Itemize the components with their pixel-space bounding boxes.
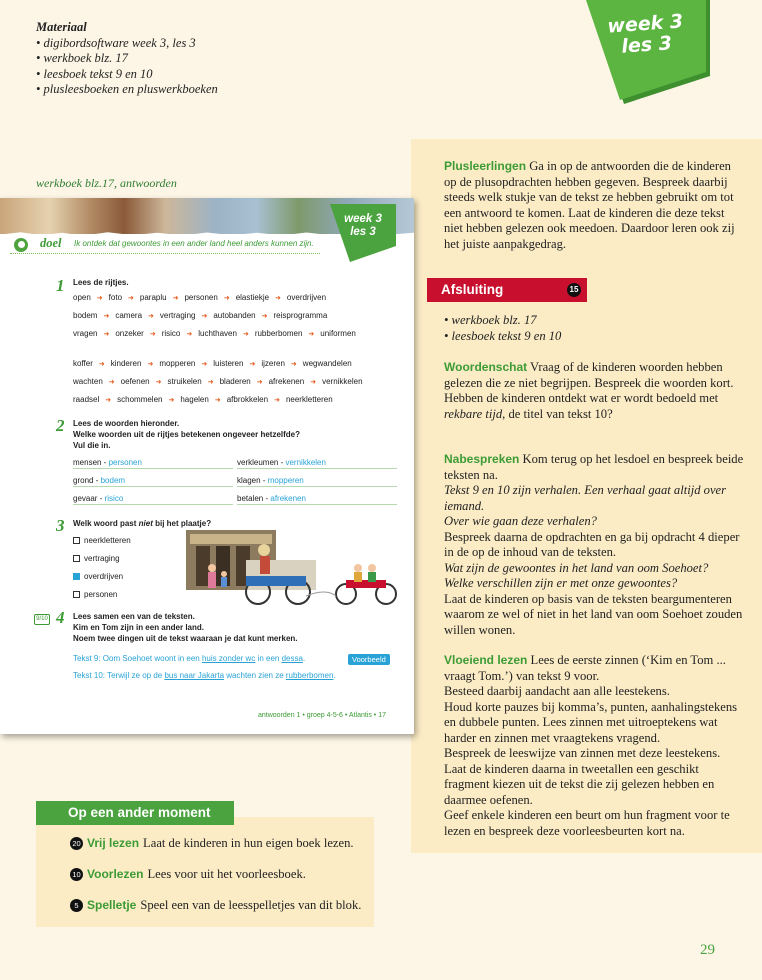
row-word: schommelen — [117, 395, 163, 404]
arrow-icon: ➜ — [148, 313, 154, 320]
checkbox[interactable] — [73, 537, 80, 544]
nabespreken-question: Welke verschillen zijn er met onze gewoontes? — [444, 576, 678, 590]
answer-text: wachten zien ze — [224, 671, 286, 680]
woordenschat-text: Hebben de kinderen ontdekt wat er wordt bedoeld met — [444, 391, 719, 405]
row-word: paraplu — [139, 293, 167, 302]
question-number: 4 — [56, 608, 65, 627]
moment-lead: Spelletje — [87, 898, 137, 912]
row-word: luchthaven — [198, 329, 237, 338]
nabespreken-text: Bespreek daarna de opdrachten en ga bij opdracht 4 dieper in de op de inhoud van de teksten. — [444, 529, 740, 559]
row-word: kinderen — [110, 359, 142, 368]
option-item[interactable] — [73, 554, 120, 563]
materials-item: • plusleesboeken en pluswerkboeken — [36, 82, 218, 96]
workbook-page — [0, 198, 414, 734]
arrow-icon: ➜ — [256, 379, 263, 386]
text-icon: 9/10 — [34, 614, 50, 625]
woordenschat-term: rekbare tijd — [444, 406, 503, 421]
afsluiting-header — [427, 278, 587, 302]
answer-pair — [73, 476, 233, 487]
materials-list — [36, 20, 376, 98]
row-word: vernikkelen — [322, 377, 363, 386]
vloeiend-lead: Vloeiend lezen — [444, 653, 528, 667]
moment-lead: Voorlezen — [87, 867, 144, 881]
pair-answer: risico — [104, 494, 124, 503]
question-instruction — [73, 418, 300, 451]
woordenschat-lead: Woordenschat — [444, 360, 528, 374]
vloeiend-text: Bespreek de leeswijze van zinnen met deze leestekens. — [444, 746, 721, 760]
nabespreken-lead: Nabespreken — [444, 452, 520, 466]
word-row — [73, 329, 356, 338]
minutes-badge: 10 — [70, 868, 83, 881]
workbook-badge-week: week 3 — [344, 213, 382, 225]
arrow-icon: ➜ — [275, 295, 281, 302]
question-number: 2 — [56, 416, 65, 435]
minutes-badge: 5 — [70, 899, 83, 912]
moment-item — [70, 867, 306, 882]
arrow-icon: ➜ — [249, 361, 256, 368]
pair-answer: vernikkelen — [285, 458, 326, 467]
goal-label: doel — [40, 236, 62, 250]
pair-word: klagen - — [237, 476, 266, 485]
woordenschat-text: Vraag of de kinderen woorden hebben gelezen die ze niet begrijpen. Bespreek die woorden kort. — [444, 360, 734, 390]
arrow-icon: ➜ — [186, 331, 193, 338]
instruction-line: Lees samen een van de teksten. — [73, 612, 195, 621]
answer-text: Tekst 10: Terwijl ze op de — [73, 671, 165, 680]
arrow-icon: ➜ — [168, 397, 175, 404]
answer-text: Tekst 9: Oom Soehoet woont in een — [73, 654, 202, 663]
row-word: bladeren — [219, 377, 251, 386]
arrow-icon: ➜ — [128, 295, 134, 302]
row-word: koffer — [73, 359, 93, 368]
pair-answer: personen — [108, 458, 142, 467]
answer-pair — [237, 494, 397, 505]
answer-text: in een — [255, 654, 282, 663]
instruction-part: Welk woord past — [73, 519, 139, 528]
afsluiting-title: Afsluiting — [441, 282, 504, 297]
pair-word: betalen - — [237, 494, 269, 503]
row-word: wachten — [73, 377, 103, 386]
row-word: camera — [115, 311, 143, 320]
row-word: open — [73, 293, 91, 302]
row-word: vragen — [73, 329, 98, 338]
pair-word: mensen - — [73, 458, 107, 467]
arrow-icon: ➜ — [201, 313, 208, 320]
moment-text: Speel een van de leesspelletjes van dit blok. — [140, 898, 362, 912]
arrow-icon: ➜ — [242, 331, 249, 338]
answer-pair — [73, 494, 233, 505]
row-word: personen — [184, 293, 218, 302]
answer-text: . — [333, 671, 336, 680]
nabespreken-question: Wat zijn de gewoontes in het land van oom Soehoet? — [444, 560, 709, 575]
arrow-icon: ➜ — [103, 331, 110, 338]
arrow-icon: ➜ — [172, 295, 179, 302]
answer-text: . — [302, 654, 306, 663]
pair-answer: mopperen — [267, 476, 304, 485]
arrow-icon: ➜ — [310, 379, 317, 386]
row-word: wegwandelen — [302, 359, 352, 368]
instruction-line: Welke woorden uit de rijtjes betekenen ongeveer hetzelfde? — [73, 430, 301, 439]
arrow-icon: ➜ — [308, 331, 315, 338]
row-word: ijzeren — [261, 359, 285, 368]
woordenschat-text: , de titel van tekst 10? — [502, 406, 613, 421]
nabespreken-question: Over wie gaan deze verhalen? — [444, 514, 597, 528]
pair-answer: bodem — [100, 476, 126, 485]
plusleerlingen-text: Ga in op de antwoorden die de kinderen op de plusopdrachten hebben gegeven. Bespreek daarbij steeds welk stukje van de tekst ze hebben gebruikt om tot een antwoord te komen. Laat de kinderen die deze tekst niet hebben gelezen ook meedoen. Daardoor leren ook zij het juiste aanpakgedrag. — [444, 159, 735, 251]
minutes-badge: 20 — [70, 837, 83, 850]
arrow-icon: ➜ — [201, 361, 208, 368]
arrow-icon: ➜ — [103, 313, 110, 320]
afsluiting-bullet: • werkboek blz. 17 — [444, 313, 537, 327]
pair-word: grond - — [73, 476, 99, 485]
option-item[interactable] — [73, 536, 131, 545]
street-scene-illustration — [186, 530, 400, 606]
word-row — [73, 293, 326, 302]
example-tag: Voorbeeld — [348, 654, 390, 665]
arrow-icon: ➜ — [98, 361, 105, 368]
nabespreken-section — [444, 452, 744, 638]
nabespreken-question: Tekst 9 en 10 zijn verhalen. Een verhaal gaat altijd over iemand. — [444, 483, 727, 513]
badge-week: week 3 — [606, 10, 684, 38]
arrow-icon: ➜ — [147, 361, 154, 368]
row-word: uniformen — [320, 329, 356, 338]
workbook-caption: werkboek blz.17, antwoorden — [36, 176, 177, 190]
arrow-icon: ➜ — [207, 379, 214, 386]
option-label: neerkletteren — [84, 536, 131, 545]
option-label: personen — [84, 590, 118, 599]
pair-word: gevaar - — [73, 494, 103, 503]
row-word: afbrokkelen — [226, 395, 269, 404]
vloeiend-text: Laat de kinderen daarna in tweetallen een geschikt fragment kiezen uit de tekst die zij gelezen hebben en daarmee oefenen. — [444, 761, 715, 807]
checkbox-checked[interactable] — [73, 573, 80, 580]
row-word: foto — [108, 293, 123, 302]
nabespreken-text: Kom terug op het lesdoel en bespreek beide teksten na. — [444, 452, 744, 482]
row-word: raadsel — [73, 395, 100, 404]
other-moment-header: Op een ander moment — [36, 801, 234, 825]
woordenschat-section — [444, 360, 744, 422]
option-label: vertraging — [84, 554, 120, 563]
vloeiend-text: Lees de eerste zinnen (‘Kim en Tom ... vraagt Tom.’) van tekst 9 voor. — [444, 653, 726, 683]
moment-text: Laat de kinderen in hun eigen boek lezen. — [143, 836, 354, 850]
workbook-week-badge — [330, 204, 398, 262]
answer-pair — [237, 458, 397, 469]
workbook-footer: antwoorden 1 • groep 4-5-6 • Atlantis • 17 — [258, 712, 386, 719]
plusleerlingen-lead: Plusleerlingen — [444, 159, 527, 173]
arrow-icon: ➜ — [96, 295, 103, 302]
answer-underlined: rubberbomen — [285, 671, 334, 680]
badge-lesson: les 3 — [620, 32, 673, 58]
option-item[interactable] — [73, 590, 117, 599]
arrow-icon: ➜ — [214, 397, 221, 404]
week-lesson-badge — [584, 0, 712, 104]
answer-underlined: dessa — [281, 654, 303, 663]
answer-pair — [237, 476, 397, 487]
row-word: oefenen — [120, 377, 150, 386]
row-word: risico — [161, 329, 181, 338]
row-word: overdrijven — [286, 293, 327, 302]
answer-underlined: bus naar Jakarta — [164, 671, 225, 680]
other-moment-box — [36, 817, 374, 927]
row-word: struikelen — [167, 377, 202, 386]
row-word: neerkletteren — [285, 395, 333, 404]
row-word: elastiekje — [235, 293, 270, 302]
option-label: overdrijven — [84, 572, 124, 581]
row-word: luisteren — [213, 359, 244, 368]
row-word: onzeker — [115, 329, 144, 338]
page-number: 29 — [700, 942, 715, 958]
word-row — [73, 359, 352, 368]
arrow-icon: ➜ — [290, 361, 297, 368]
goal-icon — [14, 238, 28, 252]
arrow-icon: ➜ — [274, 397, 280, 404]
vloeiend-text: Besteed daarbij aandacht aan alle leestekens. — [444, 684, 670, 698]
row-word: hagelen — [180, 395, 209, 404]
vloeiend-text: Houd korte pauzes bij komma’s, punten, aanhalingstekens en dubbele punten. Lees zinnen met uitroeptekens wat harder en zinnen met vraagtekens vragend. — [444, 699, 738, 745]
instruction-part: bij het plaatje? — [152, 519, 212, 528]
pair-answer: afrekenen — [270, 494, 306, 503]
word-row — [73, 311, 327, 320]
moment-item — [70, 836, 354, 851]
workbook-badge-lesson: les 3 — [350, 225, 376, 238]
pair-word: verkleumen - — [237, 458, 284, 467]
arrow-icon: ➜ — [105, 397, 112, 404]
instruction-line: Noem twee dingen uit de tekst waaraan je dat kunt merken. — [73, 634, 298, 643]
vloeiend-text: Geef enkele kinderen een beurt om hun fragment voor te lezen en bespreek deze voorleesbeurten kort na. — [444, 808, 730, 838]
afsluiting-bullet: • leesboek tekst 9 en 10 — [444, 328, 562, 343]
moment-text: Lees voor uit het voorleesboek. — [147, 867, 306, 881]
plusleerlingen-section — [444, 159, 744, 252]
answer-line — [73, 671, 336, 680]
afsluiting-materials — [444, 313, 744, 344]
instruction-line: Lees de woorden hieronder. — [73, 419, 180, 428]
row-word: autobanden — [213, 311, 256, 320]
row-word: reisprogramma — [273, 311, 328, 320]
arrow-icon: ➜ — [155, 379, 162, 386]
checkbox[interactable] — [73, 555, 80, 562]
instruction-line: Vul die in. — [73, 441, 111, 450]
materials-title: Materiaal — [36, 20, 87, 34]
question-instruction: Lees de rijtjes. — [73, 278, 129, 287]
question-instruction — [73, 518, 211, 529]
row-word: afrekenen — [268, 377, 305, 386]
question-number: 3 — [56, 516, 65, 535]
word-row — [73, 395, 333, 404]
moment-lead: Vrij lezen — [87, 836, 140, 850]
answer-line — [73, 654, 305, 663]
materials-item: • leesboek tekst 9 en 10 — [36, 66, 153, 81]
row-word: mopperen — [159, 359, 196, 368]
question-number: 1 — [56, 276, 65, 295]
arrow-icon: ➜ — [108, 379, 115, 386]
question-instruction — [73, 611, 298, 644]
goal-text: Ik ontdek dat gewoontes in een ander land heel anders kunnen zijn. — [74, 239, 314, 248]
instruction-line: Kim en Tom zijn in een ander land. — [73, 623, 204, 632]
answer-underlined: huis zonder wc — [201, 654, 256, 663]
learning-goal — [10, 236, 320, 254]
arrow-icon: ➜ — [149, 331, 156, 338]
instruction-emphasis: niet — [138, 519, 153, 528]
word-row — [73, 377, 363, 386]
moment-item — [70, 898, 361, 913]
teacher-notes-column — [411, 139, 762, 853]
row-word: bodem — [73, 311, 98, 320]
row-word: rubberbomen — [254, 329, 303, 338]
nabespreken-text: Laat de kinderen op basis van de teksten beargumenteren waarom ze wel of niet in het land van oom Soehoet zouden willen wonen. — [444, 591, 743, 637]
materials-item: • werkboek blz. 17 — [36, 51, 128, 65]
answer-pair — [73, 458, 233, 469]
materials-item: • digibordsoftware week 3, les 3 — [36, 35, 196, 50]
row-word: vertraging — [159, 311, 196, 320]
option-item[interactable] — [73, 572, 123, 581]
vloeiend-lezen-section — [444, 653, 744, 839]
arrow-icon: ➜ — [261, 313, 268, 320]
minutes-badge: 15 — [567, 283, 581, 297]
checkbox[interactable] — [73, 591, 80, 598]
arrow-icon: ➜ — [223, 295, 230, 302]
